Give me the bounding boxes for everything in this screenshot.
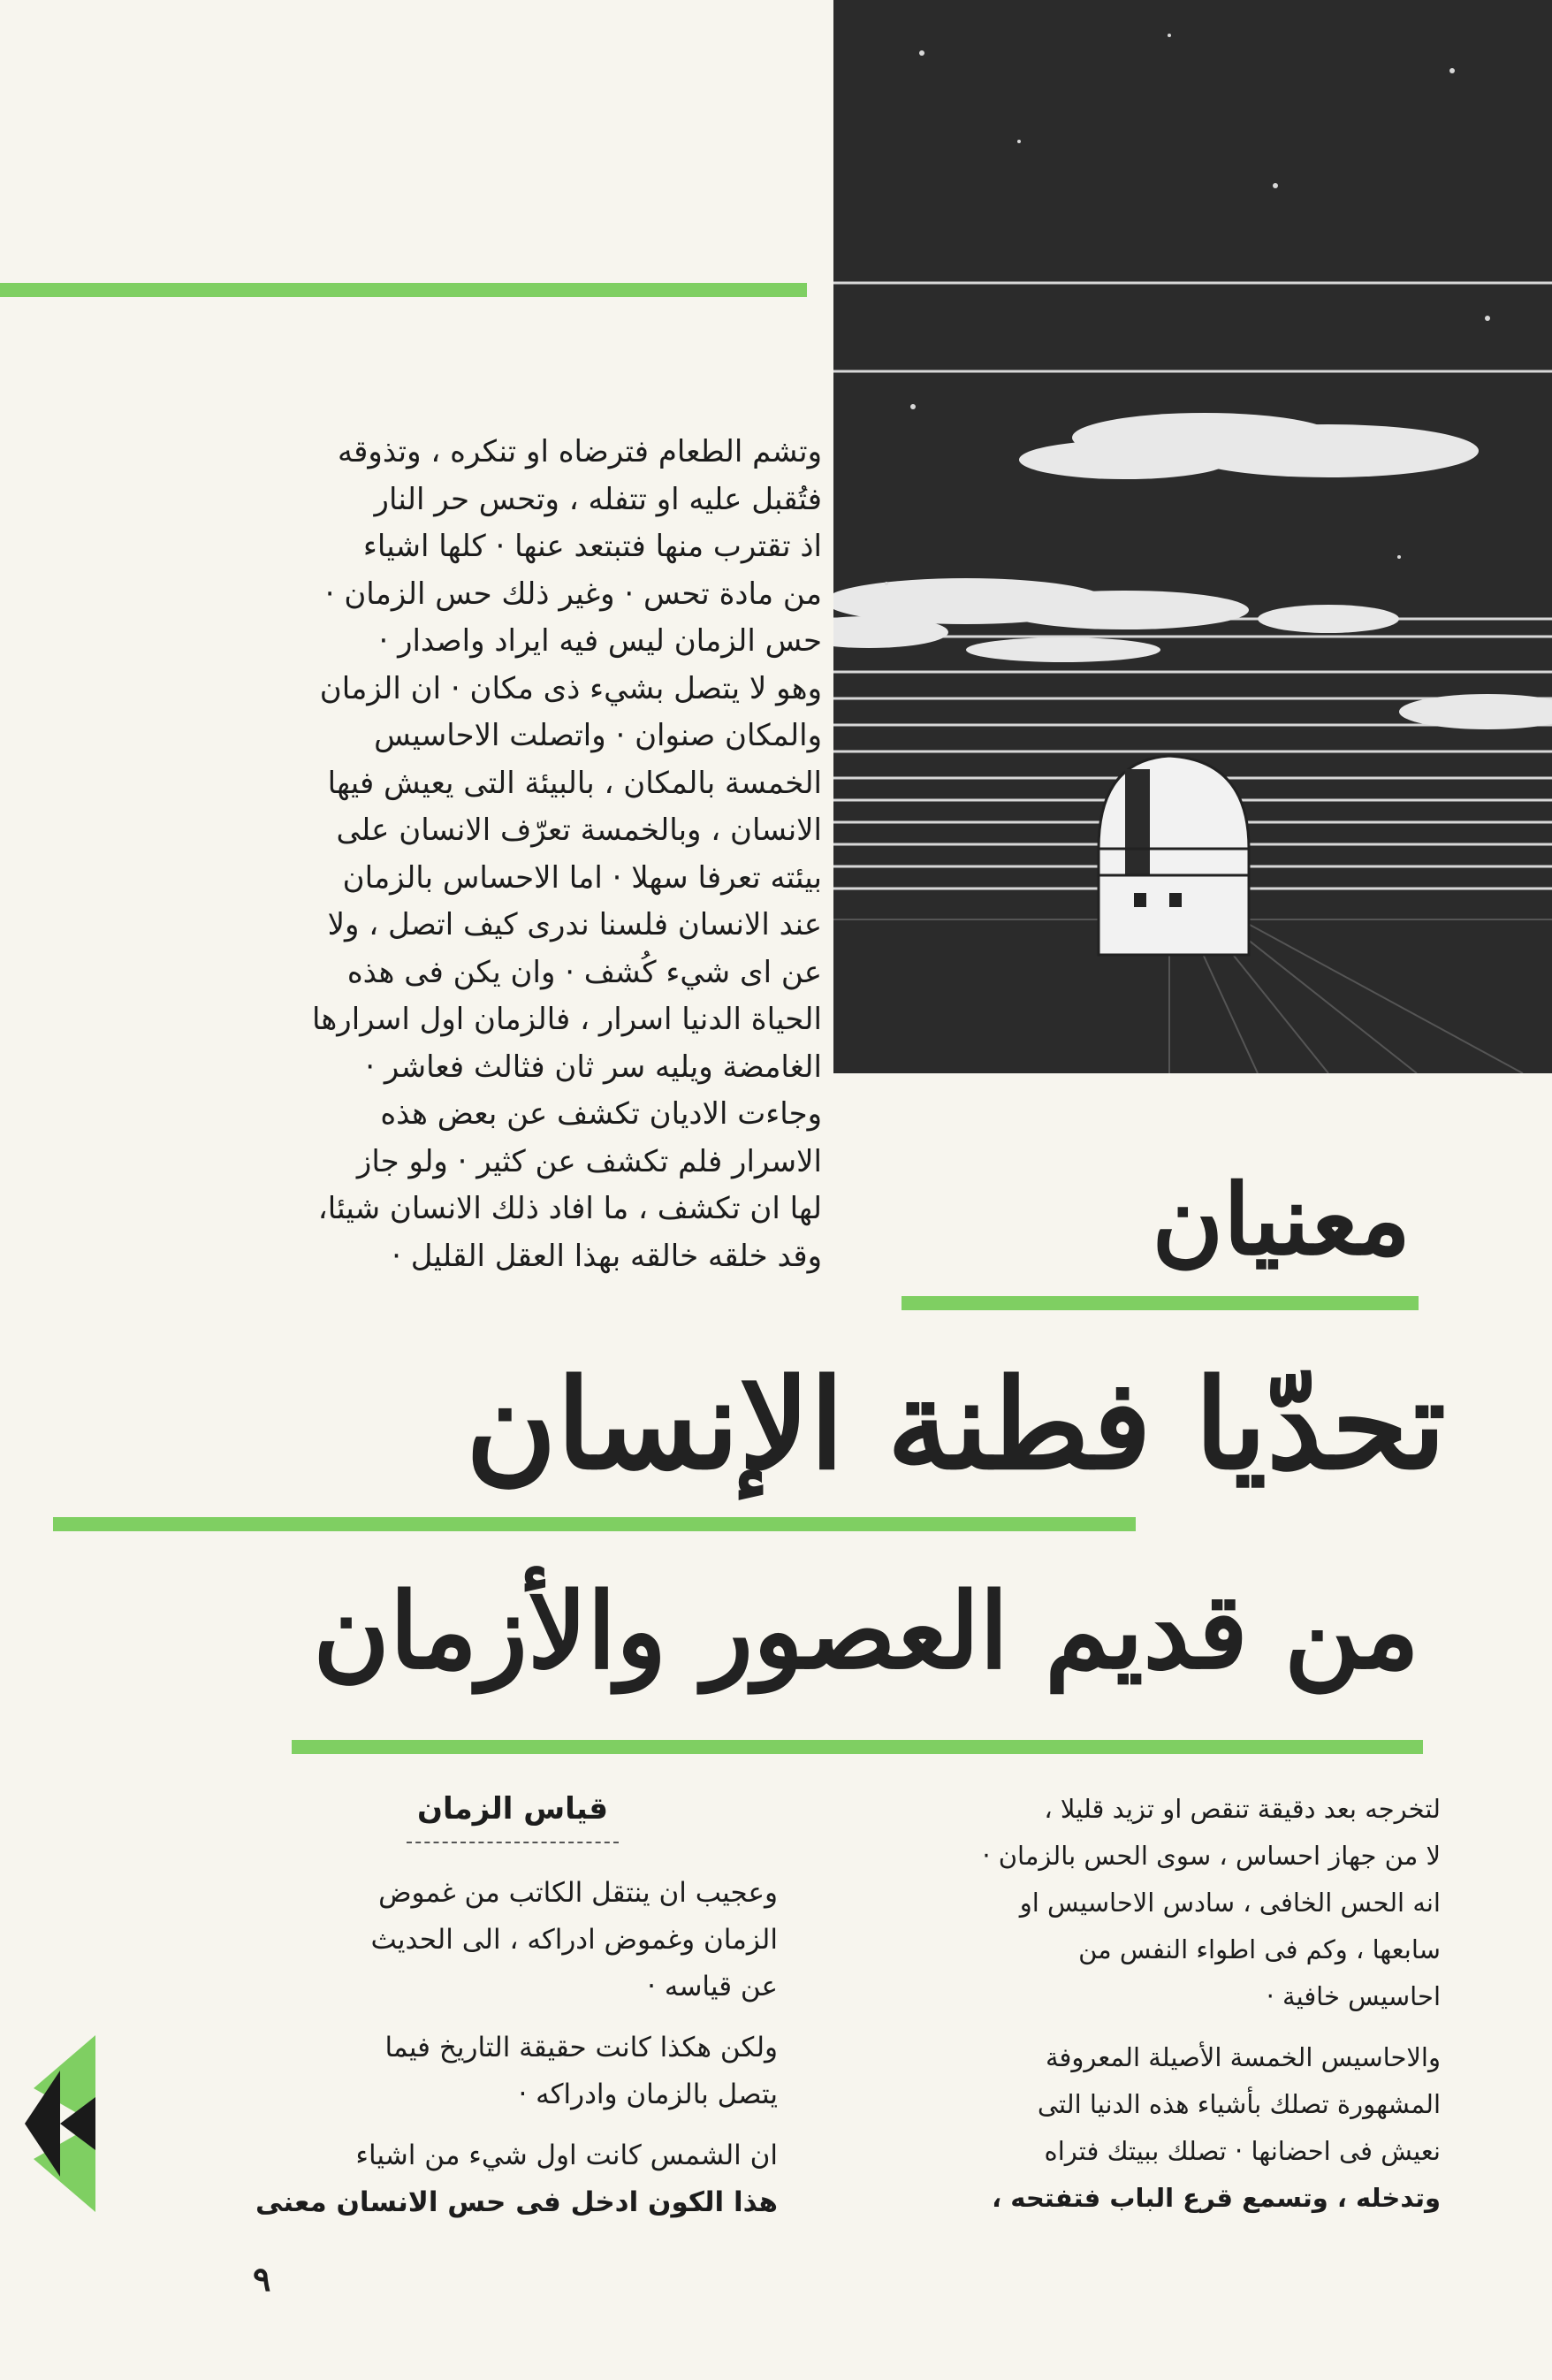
left-column [159, 1786, 778, 2226]
text-line: الانسان ، وبالخمسة تعرّف الانسان على [336, 812, 822, 848]
observatory-illustration [833, 0, 1552, 1073]
text-line: عند الانسان فلسنا ندرى كيف اتصل ، ولا [327, 907, 822, 942]
green-rule-under-title2 [53, 1517, 1136, 1531]
text-line: الحياة الدنيا اسرار ، فالزمان اول اسرارها [312, 1002, 822, 1037]
text-line: لتخرجه بعد دقيقة تنقص او تزيد قليلا ، [1044, 1794, 1441, 1824]
text-line-bold: وتدخله ، وتسمع قرع الباب فتفتحه ، [992, 2183, 1441, 2213]
green-rule-under-title1 [902, 1296, 1419, 1310]
text-line: وهو لا يتصل بشيء ذى مكان · ان الزمان [319, 670, 822, 706]
text-line: ولكن هكذا كانت حقيقة التاريخ فيما [384, 2032, 778, 2063]
green-rule-top [0, 283, 807, 297]
intro-column [150, 429, 822, 1280]
right-column [831, 1786, 1441, 2222]
headline-line-1: معنيان [1152, 1163, 1411, 1277]
text-line: بيئته تعرفا سهلا · اما الاحساس بالزمان [342, 859, 822, 896]
text-line: اذ تقترب منها فتبتعد عنها · كلها اشياء [362, 529, 822, 564]
text-line: من مادة تحس · وغير ذلك حس الزمان · [324, 576, 822, 612]
text-line: وجاءت الاديان تكشف عن بعض هذه [380, 1096, 822, 1132]
green-rule-under-title3 [292, 1740, 1423, 1754]
text-line: الغامضة ويليه سر ثان فثالث فعاشر · [365, 1049, 822, 1085]
text-line: لا من جهاز احساس ، سوى الحس بالزمان · [982, 1841, 1441, 1871]
text-line: سابعها ، وكم فى اطواء النفس من [1078, 1934, 1441, 1964]
text-line: يتصل بالزمان وادراكه · [518, 2079, 778, 2110]
text-line: وتشم الطعام فترضاه او تنكره ، وتذوقه [337, 434, 822, 469]
text-line-bold: هذا الكون ادخل فى حس الانسان معنى [255, 2186, 778, 2218]
text-line: ان الشمس كانت اول شيء من اشياء [355, 2140, 778, 2171]
text-line: انه الحس الخافى ، سادس الاحاسيس او [1019, 1888, 1441, 1918]
headline-line-2: تحدّيا فطنة الإنسان [465, 1353, 1446, 1498]
text-line: وقد خلقه خالقه بهذا العقل القليل · [392, 1238, 822, 1274]
text-line: عن اى شيء كُشف · وان يكن فى هذه [346, 954, 822, 990]
text-line: لها ان تكشف ، ما افاد ذلك الانسان شيئا، [317, 1191, 822, 1226]
headline-line-3: من قديم العصور والأزمان [313, 1569, 1419, 1692]
text-line: الزمان وغموض ادراكه ، الى الحديث [370, 1924, 778, 1956]
text-line: والمكان صنوان · واتصلت الاحاسيس [374, 718, 822, 753]
text-line: الاسرار فلم تكشف عن كثير · ولو جاز [356, 1143, 822, 1179]
text-line: وعجيب ان ينتقل الكاتب من غموض [378, 1877, 778, 1909]
triangle-ornament-icon [25, 2035, 104, 2216]
text-line: والاحاسيس الخمسة الأصيلة المعروفة [1045, 2042, 1441, 2072]
text-line: نعيش فى احضانها · تصلك ببيتك فتراه [1044, 2136, 1441, 2166]
page-number: ٩ [253, 2259, 271, 2299]
text-line: حس الزمان ليس فيه ايراد واصدار · [378, 623, 822, 659]
text-line: المشهورة تصلك بأشياء هذه الدنيا التى [1037, 2089, 1441, 2119]
subheading-time-measurement: قياس الزمان [407, 1786, 619, 1843]
text-line: الخمسة بالمكان ، بالبيئة التى يعيش فيها [327, 765, 822, 801]
text-line: عن قياسه · [647, 1971, 778, 2002]
text-line: احاسيس خافية · [1266, 1981, 1441, 2011]
text-line: فتُقبل عليه او تتفله ، وتحس حر النار [374, 481, 822, 517]
